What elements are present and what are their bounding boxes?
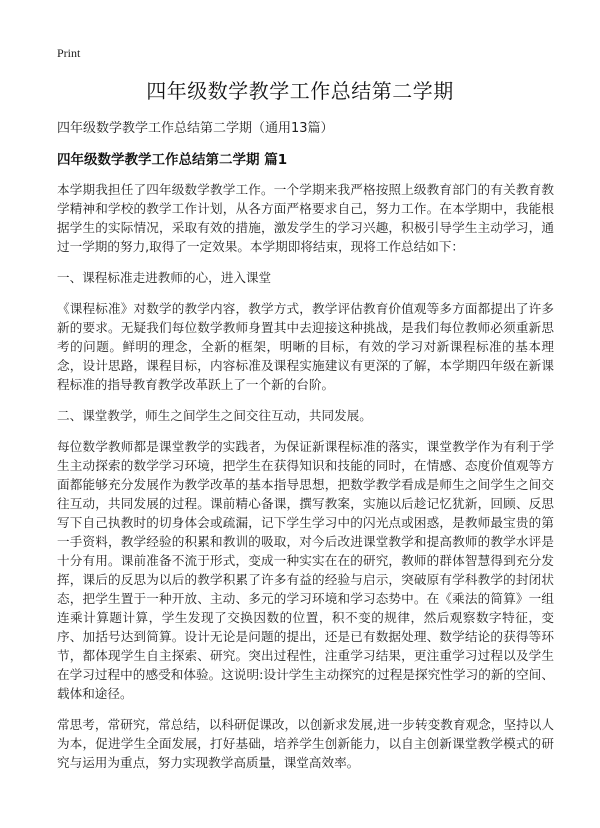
paragraph-heading-2: 二、课堂教学，师生之间学生之间交往互动，共同发展。 [57,408,372,423]
document-subtitle: 四年级数学教学工作总结第二学期（通用13篇） [57,121,334,136]
section-heading: 四年级数学教学工作总结第二学期 篇1 [57,152,288,168]
paragraph-research: 常思考，常研究，常总结，以科研促课改，以创新求发展,进一步转变教育观念，坚持以人为本，促进学生全面发展，打好基础，培养学生创新能力，以自主创新课堂教学模式的研究与运用为重点，努力实现教学高质量，课堂高效率。 [57,717,554,770]
document-body [57,180,554,784]
paragraph-intro: 本学期我担任了四年级数学教学工作。一个学期来我严格按照上级教育部门的有关教育教学精神和学校的教学工作计划，从各方面严格要求自己，努力工作。在本学期中，我能根据学生的实际情况，采取有效的措施，激发学生的学习兴趣，积极引导学生主动学习，通过一学期的努力,取得了一定效果。本学期即将结束，现将工作总结如下： [57,182,554,254]
paragraph-curriculum: 《课程标准》对数学的教学内容，教学方式，教学评估教育价值观等多方面都提出了许多新的要求。无疑我们每位数学教师身置其中去迎接这种挑战，是我们每位教师必须重新思考的问题。鲜明的理念，全新的框架，明晰的目标，有效的学习对新课程标准的基本理念，设计思路，课程目标，内容标准及课程实施建议有更深的了解，本学期四年级在新课程标准的指导教育教学改革跃上了一个新的台阶。 [57,301,554,392]
print-label: Print [57,46,81,60]
paragraph-classroom: 每位数学教师都是课堂教学的实践者，为保证新课程标准的落实，课堂教学作为有利于学生主动探索的数学学习环境，把学生在获得知识和技能的同时，在情感、态度价值观等方面都能够充分发展作为教学改革的基本指导思想，把数学教学看成是师生之间学生之间交往互动，共同发展的过程。课前精心备课，撰写教案，实施以后趁记忆犹新，回顾、反思写下自己执教时的切身体会或疏漏，记下学生学习中的闪光点或困惑，是教师最宝贵的第一手资料，教学经验的积累和教训的吸取，对今后改进课堂教学和提高教师的教学水评是十分有用。课前准备不流于形式，变成一种实实在在的研究，教师的群体智慧得到充分发挥，课后的反思为以后的教学积累了许多有益的经验与启示，突破原有学科教学的封闭状态，把学生置于一种开放、主动、多元的学习环境和学习态势中。在《乘法的简算》一组连乘计算题计算，学生发现了交换因数的位置，积不变的规律，然后观察数字特征，变序、加括号达到简算。设计无论是问题的提出，还是已有数据处理、数学结论的获得等环节，都体现学生自主探索、研究。突出过程性，注重学习结果，更注重学习过程以及学生在学习过程中的感受和体验。这说明:设计学生主动探究的过程是探究性学习的新的空间、载体和途径。 [57,439,554,701]
document-title: 四年级数学教学工作总结第二学期 [146,79,454,103]
paragraph-heading-1: 一、课程标准走进教师的心，进入课堂 [57,270,272,285]
